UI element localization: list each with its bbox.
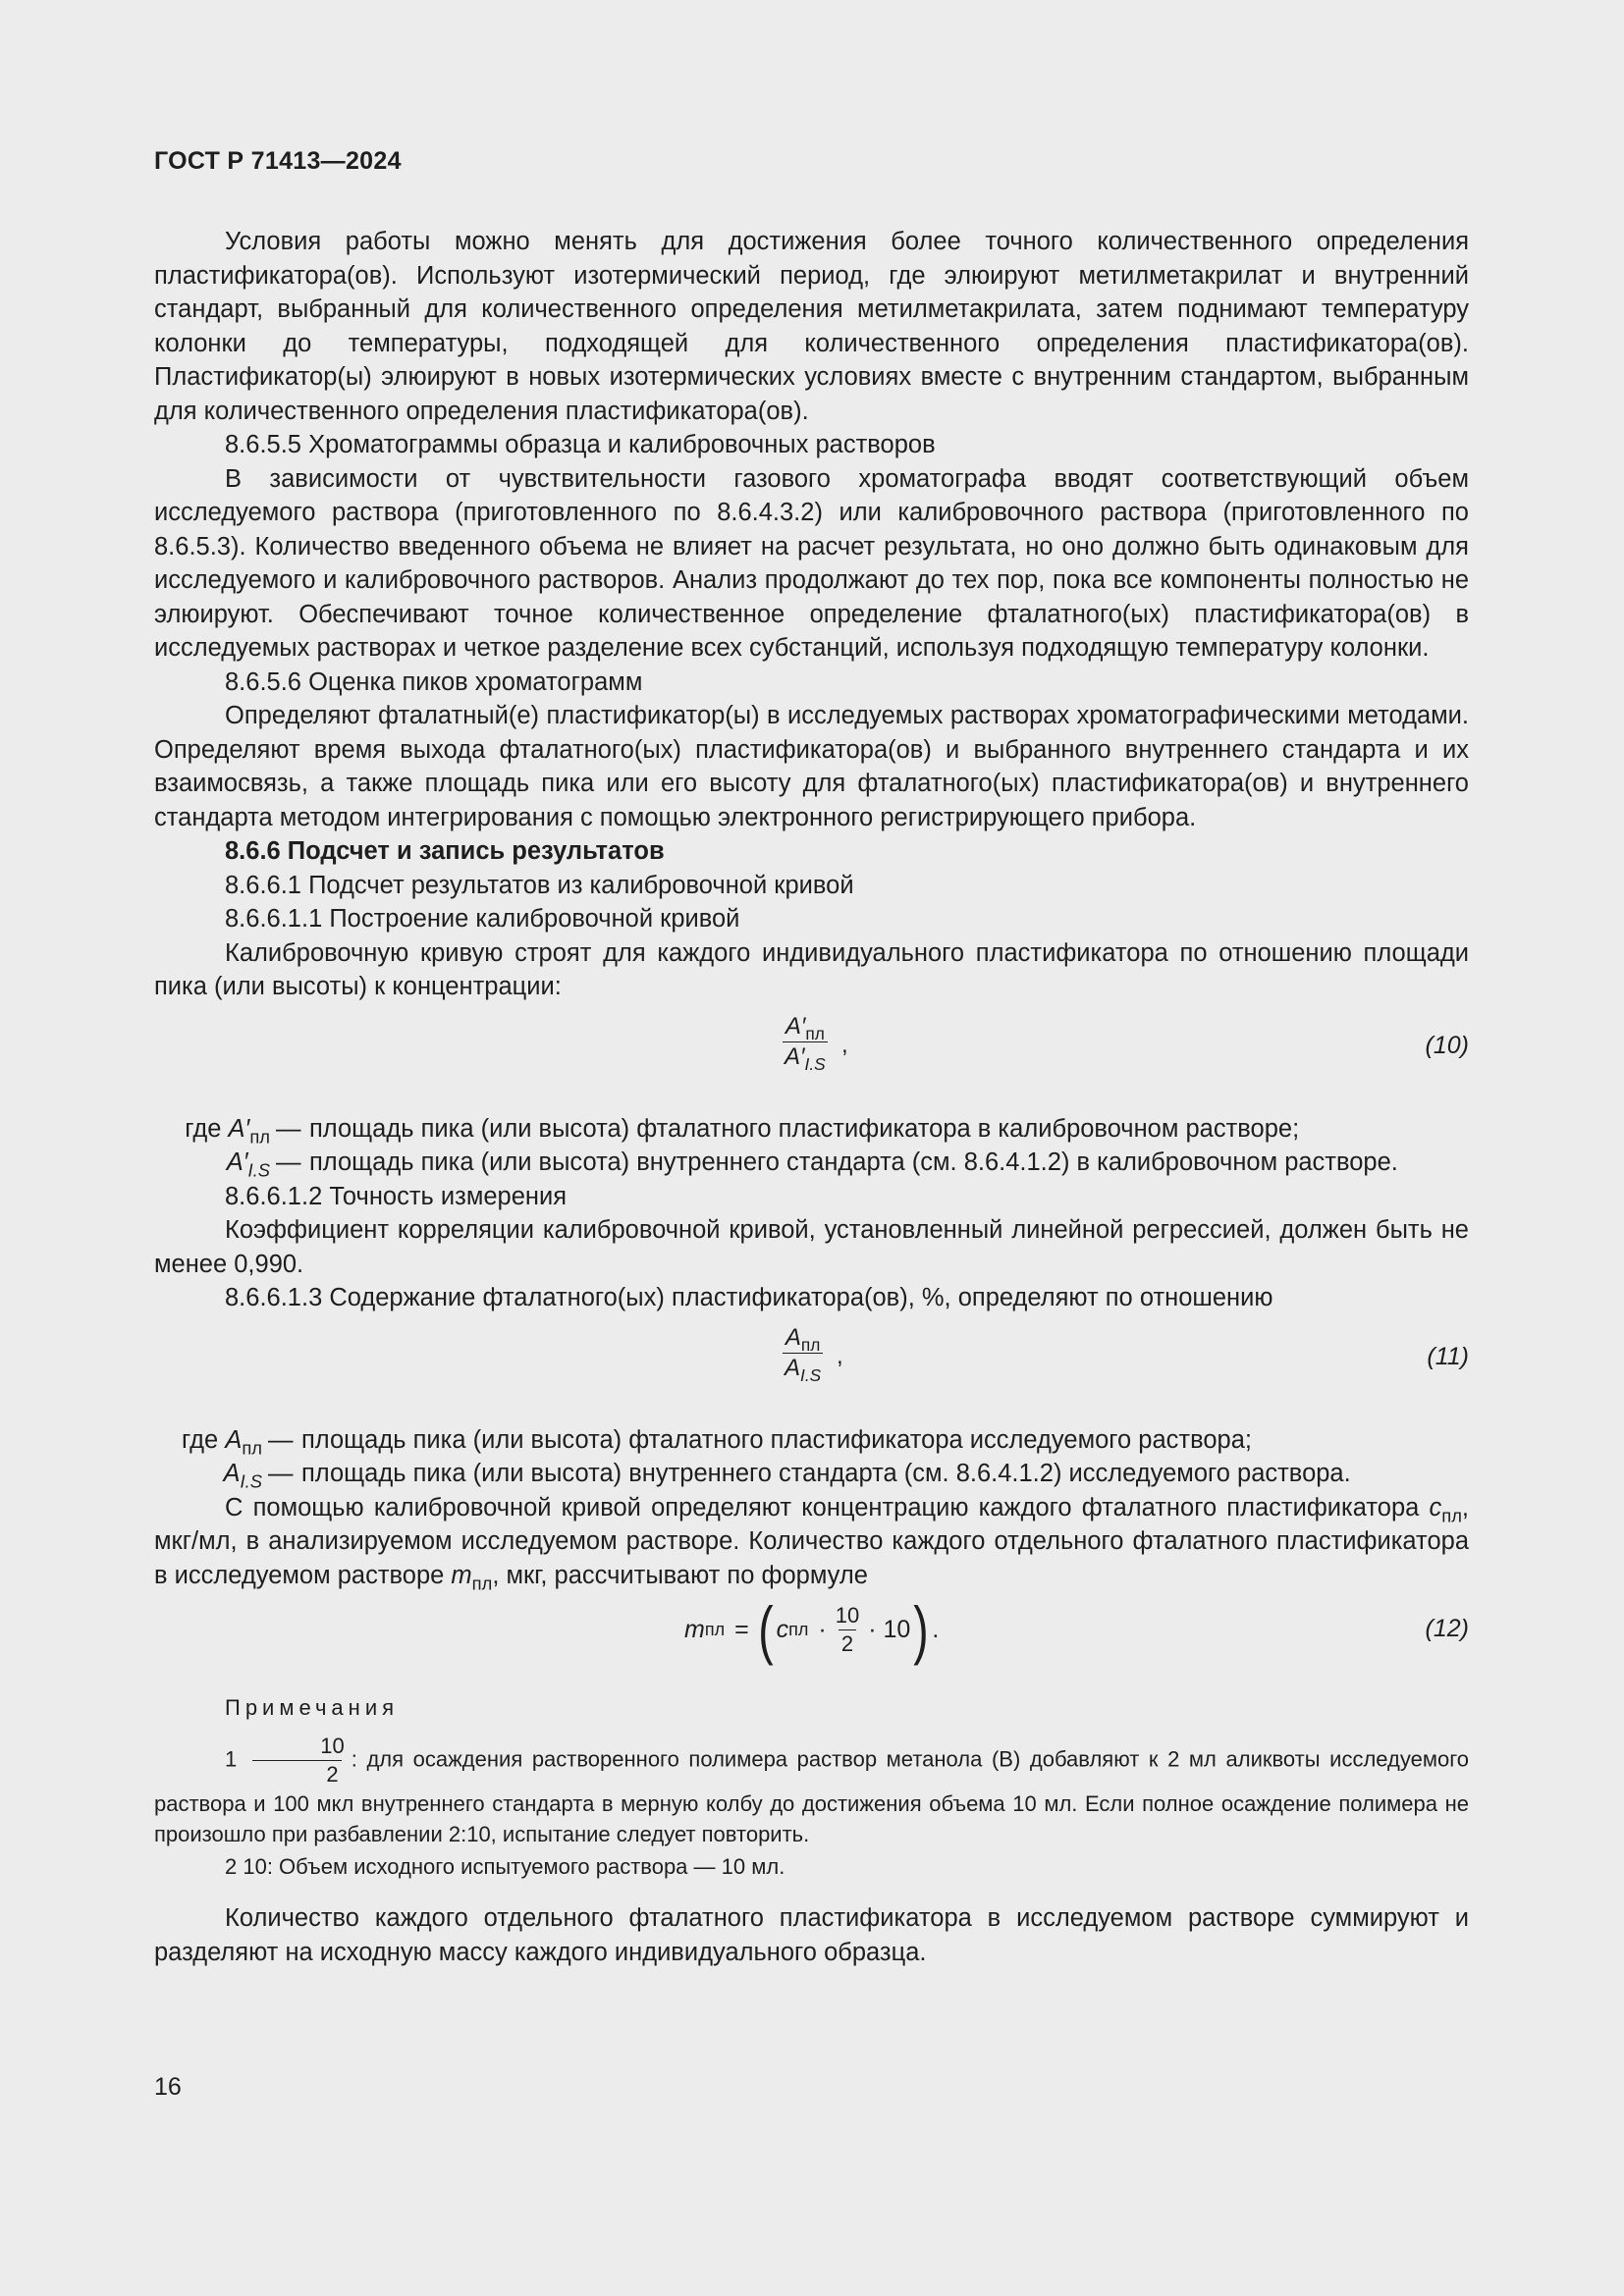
- paragraph-injection: В зависимости от чувствительности газового хроматографа вводят соответствующий объем исследуемого раствора (приготовленного по 8.6.4.3.2) или калибровочного раствора (приготовленного по 8.6.5.3). Количество введенного объема не влияет на расчет результата, но оно должно быть одинаковым для исследуемого и калибровочного растворов. Анализ продолжают до тех пор, пока все компоненты полностью не элюируют. Обеспечивают точное количественное определение фталатного(ых) пластификатора(ов) в исследуемых растворах и четкое разделение всех субстанций, используя подходящую температуру колонки.: [154, 464, 1469, 662]
- formula-10: $A'_{пл}$ $A'_{I.S}$ , (10): [785, 1012, 1469, 1074]
- legend-formula-10: [154, 1112, 1469, 1180]
- equation-number-12: (12): [1425, 1615, 1469, 1642]
- paragraph-peak-evaluation: Определяют фталатный(е) пластификатор(ы) в исследуемых растворах хроматографическими методами. Определяют время выхода фталатного(ых) пластификатора(ов) и выбранного внутреннего стандарта и их взаимосвязь, а также площадь пика или его высоту для фталатного(ых) пластификатора(ов) и внутреннего стандарта методом интегрирования с помощью электронного регистрирующего прибора.: [154, 702, 1469, 831]
- note-1: 1 $\frac{10}{2}$ : для осаждения растворенного полимера раствор метанола (B) добавляют к 2 мл аликвоты исследуемого раствора и 100 мкл внутреннего стандарта в мерную колбу до достижения объема 10 мл. Если полное осаждение полимера не произошло при разбавлении 2:10, испытание следует повторить.: [154, 1734, 1469, 1846]
- heading-8661: 8.6.6.1 Подсчет результатов из калибровочной кривой: [225, 871, 854, 899]
- equation-number-10: (10): [1425, 1031, 1469, 1059]
- heading-86613: 8.6.6.1.3 Содержание фталатного(ых) пластификатора(ов), %, определяют по отношению: [225, 1284, 1273, 1311]
- equation-number-11: (11): [1427, 1342, 1469, 1370]
- paragraph-correlation: Коэффициент корреляции калибровочной кривой, установленный линейной регрессией, должен быть не менее 0,990.: [154, 1216, 1469, 1278]
- legend-formula-11: [154, 1423, 1469, 1491]
- notes-block: [154, 1692, 1469, 1882]
- heading-86612: 8.6.6.1.2 Точность измерения: [225, 1182, 568, 1210]
- page-number: 16: [154, 2073, 182, 2101]
- formula-11: $A_{пл}$ $A_{I.S}$ , (11): [785, 1323, 1469, 1385]
- fraction-12: $\frac{10}{2}$: [835, 1602, 860, 1656]
- paragraph-conditions: Условия работы можно менять для достижения более точного количественного определения пластификатора(ов). Используют изотермический период, где элюируют метилметакрилат и внутренний стандарт, выбранный для количественного определения метилметакрилата, затем поднимают температуру колонки до температуры, подходящей для количественного определения пластификатора(ов). Пластификатор(ы) элюируют в новых изотермических условиях вместе с внутренним стандартом, выбранным для количественного определения пластификатора(ов).: [154, 228, 1469, 425]
- heading-866: 8.6.6 Подсчет и запись результатов: [225, 837, 665, 865]
- paragraph-concentration: С помощью калибровочной кривой определяют концентрацию каждого фталатного пластификатора $c_{пл}$, мкг/мл, в анализируемом исследуемом растворе. Количество каждого отдельного фталатного пластификатора в исследуемом растворе $m_{пл}$, мкг, рассчитывают по формуле: [154, 1493, 1469, 1593]
- heading-8655: 8.6.5.5 Хроматограммы образца и калибровочных растворов: [225, 431, 936, 458]
- fraction-10: $A'_{пл}$ $A'_{I.S}$: [785, 1012, 826, 1074]
- legend-item: $A'_{I.S}$ — площадь пика (или высота) внутреннего стандарта (см. 8.6.4.1.2) в калибровочном растворе.: [226, 1148, 1398, 1181]
- note-2: 2 10: Объем исходного испытуемого раствора — 10 мл.: [225, 1854, 785, 1879]
- formula-12-body: m пл = ( c пл · $\frac{10}{2}$ · 10 ) .: [684, 1593, 940, 1666]
- fraction-11: $A_{пл}$ $A_{I.S}$: [785, 1323, 822, 1385]
- notes-title: Примечания: [225, 1695, 400, 1720]
- paragraph-summation: Количество каждого отдельного фталатного пластификатора в исследуемом растворе суммируют и разделяют на исходную массу каждого индивидуального образца.: [154, 1904, 1469, 1966]
- formula-12: [154, 1594, 1469, 1682]
- legend-item: где $A'_{пл}$ — площадь пика (или высота) фталатного пластификатора в калибровочном растворе;: [185, 1114, 1300, 1147]
- standard-header: ГОСТ Р 71413—2024: [154, 147, 402, 175]
- legend-item: $A_{I.S}$ — площадь пика (или высота) внутреннего стандарта (см. 8.6.4.1.2) исследуемого раствора.: [223, 1460, 1351, 1492]
- heading-86611: 8.6.6.1.1 Построение калибровочной кривой: [225, 905, 740, 933]
- legend-item: где $A_{пл}$ — площадь пика (или высота) фталатного пластификатора исследуемого раствора;: [182, 1425, 1252, 1458]
- heading-8656: 8.6.5.6 Оценка пиков хроматограмм: [225, 667, 643, 696]
- document-body: [154, 225, 1469, 1969]
- paragraph-calibration-curve: Калибровочную кривую строят для каждого индивидуального пластификатора по отношению площади пика (или высоты) к концентрации:: [154, 938, 1469, 1000]
